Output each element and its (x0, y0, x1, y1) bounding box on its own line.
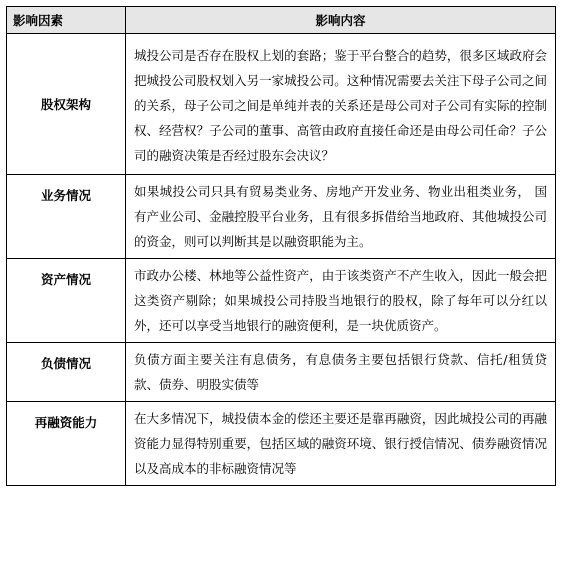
row-factor-assets: 资产情况 (7, 259, 126, 343)
header-factor: 影响因素 (7, 7, 126, 34)
row-factor-business: 业务情况 (7, 175, 126, 259)
row-content-equity-structure: 城投公司是否存在股权上划的套路；鉴于平台整合的趋势，很多区域政府会把城投公司股权划入另一家城投公司。这种情况需要去关注下母子公司之间的关系，母子公司之间是单纯并表的关系还是母公司对子公司有实际的控制权、经营权？子公司的董事、高管由政府直接任命还是由母公司任命？子公司的融资决策是否经过股东会决议？ (126, 34, 556, 175)
table-body (7, 34, 556, 486)
row-factor-equity-structure: 股权架构 (7, 34, 126, 175)
table-row (7, 343, 556, 402)
table-row (7, 259, 556, 343)
table-header (7, 7, 556, 34)
row-content-business: 如果城投公司只具有贸易类业务、房地产开发业务、物业出租类业务， 国有产业公司、金融控股平台业务，且有很多拆借给当地政府、其他城投公司的资金，则可以判断其是以融资职能为主。 (126, 175, 556, 259)
header-row (7, 7, 556, 34)
row-factor-refinancing: 再融资能力 (7, 402, 126, 486)
row-factor-liabilities: 负债情况 (7, 343, 126, 402)
row-content-assets: 市政办公楼、林地等公益性资产，由于该类资产不产生收入，因此一般会把这类资产剔除；如果城投公司持股当地银行的股权，除了每年可以分红以外，还可以享受当地银行的融资便利，是一块优质资产。 (126, 259, 556, 343)
table-row (7, 402, 556, 486)
impact-factor-table (6, 6, 556, 486)
row-content-liabilities: 负债方面主要关注有息债务，有息债务主要包括银行贷款、信托/租赁贷款、债券、明股实债等 (126, 343, 556, 402)
row-content-refinancing: 在大多情况下，城投债本金的偿还主要还是靠再融资，因此城投公司的再融资能力显得特别重要，包括区域的融资环境、银行授信情况、债券融资情况以及高成本的非标融资情况等 (126, 402, 556, 486)
table-row (7, 175, 556, 259)
header-content: 影响内容 (126, 7, 556, 34)
table-row (7, 34, 556, 175)
